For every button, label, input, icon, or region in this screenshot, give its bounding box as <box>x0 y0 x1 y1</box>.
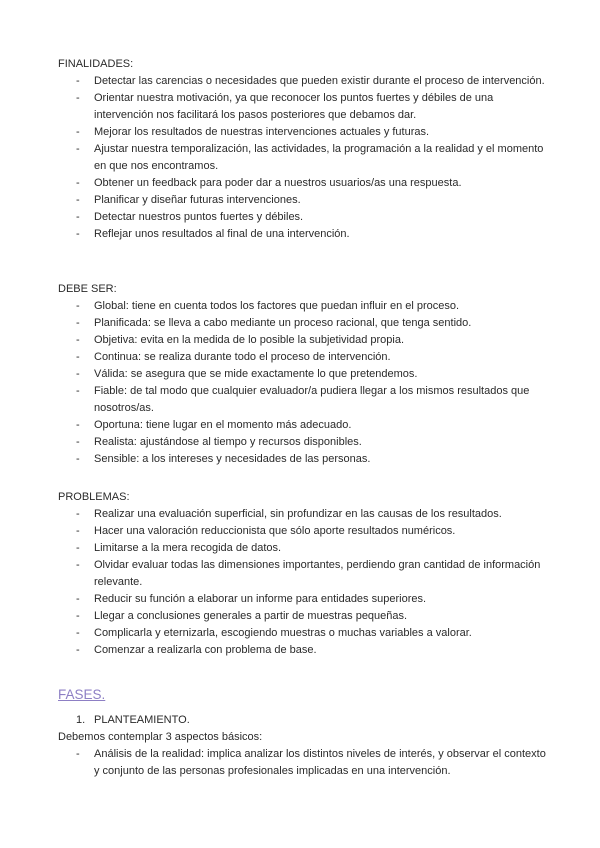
dash-bullet: - <box>76 436 80 448</box>
list-item: - Obtener un feedback para poder dar a nuestros usuarios/as una respuesta. <box>58 175 548 192</box>
list-item: - Orientar nuestra motivación, ya que reconocer los puntos fuertes y débiles de una intervención nos facilitará los pasos posteriores que debamos dar. <box>76 92 494 121</box>
dash-bullet: - <box>76 644 80 656</box>
numbered-item <box>58 712 548 729</box>
fases-intro: Debemos contemplar 3 aspectos básicos: <box>58 731 263 743</box>
fases-title: FASES. <box>58 687 106 702</box>
list-item: - Complicarla y eternizarla, escogiendo muestras o muchas variables a valorar. <box>58 625 548 642</box>
dash-bullet: - <box>76 525 80 537</box>
list-item: - Planificar y diseñar futuras intervenciones. <box>58 192 548 209</box>
list-item: - Ajustar nuestra temporalización, las actividades, la programación a la realidad y el momento en que nos encontramos. <box>76 143 544 172</box>
dash-bullet: - <box>76 593 80 605</box>
dash-bullet: - <box>76 559 80 571</box>
dash-bullet: - <box>76 627 80 639</box>
list-item: - Objetiva: evita en la medida de lo posible la subjetividad propia. <box>58 332 548 349</box>
debe-ser-section <box>58 281 548 468</box>
item-label: PLANTEAMIENTO. <box>94 714 190 726</box>
dash-bullet: - <box>76 542 80 554</box>
list-item: - Análisis de la realidad: implica analizar los distintos niveles de interés, y observar el contexto y conjunto de las personas profesionales implicadas en una intervención. <box>76 748 546 777</box>
list-item: - Detectar nuestros puntos fuertes y débiles. <box>58 209 548 226</box>
list-item: - Hacer una valoración reduccionista que sólo aporte resultados numéricos. <box>58 523 548 540</box>
list-item: - Mejorar los resultados de nuestras intervenciones actuales y futuras. <box>58 124 548 141</box>
finalidades-list <box>58 73 548 243</box>
dash-bullet: - <box>76 126 80 138</box>
list-item: - Realista: ajustándose al tiempo y recursos disponibles. <box>58 434 548 451</box>
dash-bullet: - <box>76 228 80 240</box>
dash-bullet: - <box>76 351 80 363</box>
problemas-list <box>58 506 548 659</box>
list-item: - Reducir su función a elaborar un informe para entidades superiores. <box>58 591 548 608</box>
dash-bullet: - <box>76 748 80 760</box>
finalidades-section <box>58 56 548 243</box>
fases-intro-block <box>58 729 548 780</box>
dash-bullet: - <box>76 419 80 431</box>
dash-bullet: - <box>76 75 80 87</box>
planteamiento-item <box>58 712 548 729</box>
list-item: - Reflejar unos resultados al final de una intervención. <box>58 226 548 243</box>
dash-bullet: - <box>76 300 80 312</box>
dash-bullet: - <box>76 92 80 104</box>
list-item: - Detectar las carencias o necesidades que pueden existir durante el proceso de intervención. <box>58 73 548 90</box>
dash-bullet: - <box>76 453 80 465</box>
list-item: - Válida: se asegura que se mide exactamente lo que pretendemos. <box>58 366 548 383</box>
dash-bullet: - <box>76 177 80 189</box>
debe-ser-heading: DEBE SER: <box>58 283 117 295</box>
list-item: - Global: tiene en cuenta todos los factores que puedan influir en el proceso. <box>58 298 548 315</box>
dash-bullet: - <box>76 143 80 155</box>
list-item: - Olvidar evaluar todas las dimensiones importantes, perdiendo gran cantidad de información relevante. <box>76 559 541 588</box>
list-item: - Sensible: a los intereses y necesidades de las personas. <box>58 451 548 468</box>
dash-bullet: - <box>76 334 80 346</box>
dash-bullet: - <box>76 385 80 397</box>
debe-ser-list <box>58 298 548 468</box>
problemas-section <box>58 489 548 659</box>
list-item: - Planificada: se lleva a cabo mediante un proceso racional, que tenga sentido. <box>58 315 548 332</box>
list-item: - Comenzar a realizarla con problema de base. <box>58 642 548 659</box>
dash-bullet: - <box>76 368 80 380</box>
dash-bullet: - <box>76 508 80 520</box>
dash-bullet: - <box>76 317 80 329</box>
list-item: - Realizar una evaluación superficial, sin profundizar en las causas de los resultados. <box>58 506 548 523</box>
list-item: - Continua: se realiza durante todo el proceso de intervención. <box>58 349 548 366</box>
fases-title-block <box>58 686 548 704</box>
dash-bullet: - <box>76 610 80 622</box>
dash-bullet: - <box>76 211 80 223</box>
list-item: - Fiable: de tal modo que cualquier evaluador/a pudiera llegar a los mismos resultados que nosotros/as. <box>76 385 530 414</box>
fases-list <box>58 746 548 780</box>
problemas-heading: PROBLEMAS: <box>58 491 130 503</box>
dash-bullet: - <box>76 194 80 206</box>
list-item: - Llegar a conclusiones generales a partir de muestras pequeñas. <box>58 608 548 625</box>
finalidades-heading: FINALIDADES: <box>58 58 134 70</box>
list-item: - Limitarse a la mera recogida de datos. <box>58 540 548 557</box>
list-item: - Oportuna: tiene lugar en el momento más adecuado. <box>58 417 548 434</box>
item-number: 1. <box>76 714 86 726</box>
